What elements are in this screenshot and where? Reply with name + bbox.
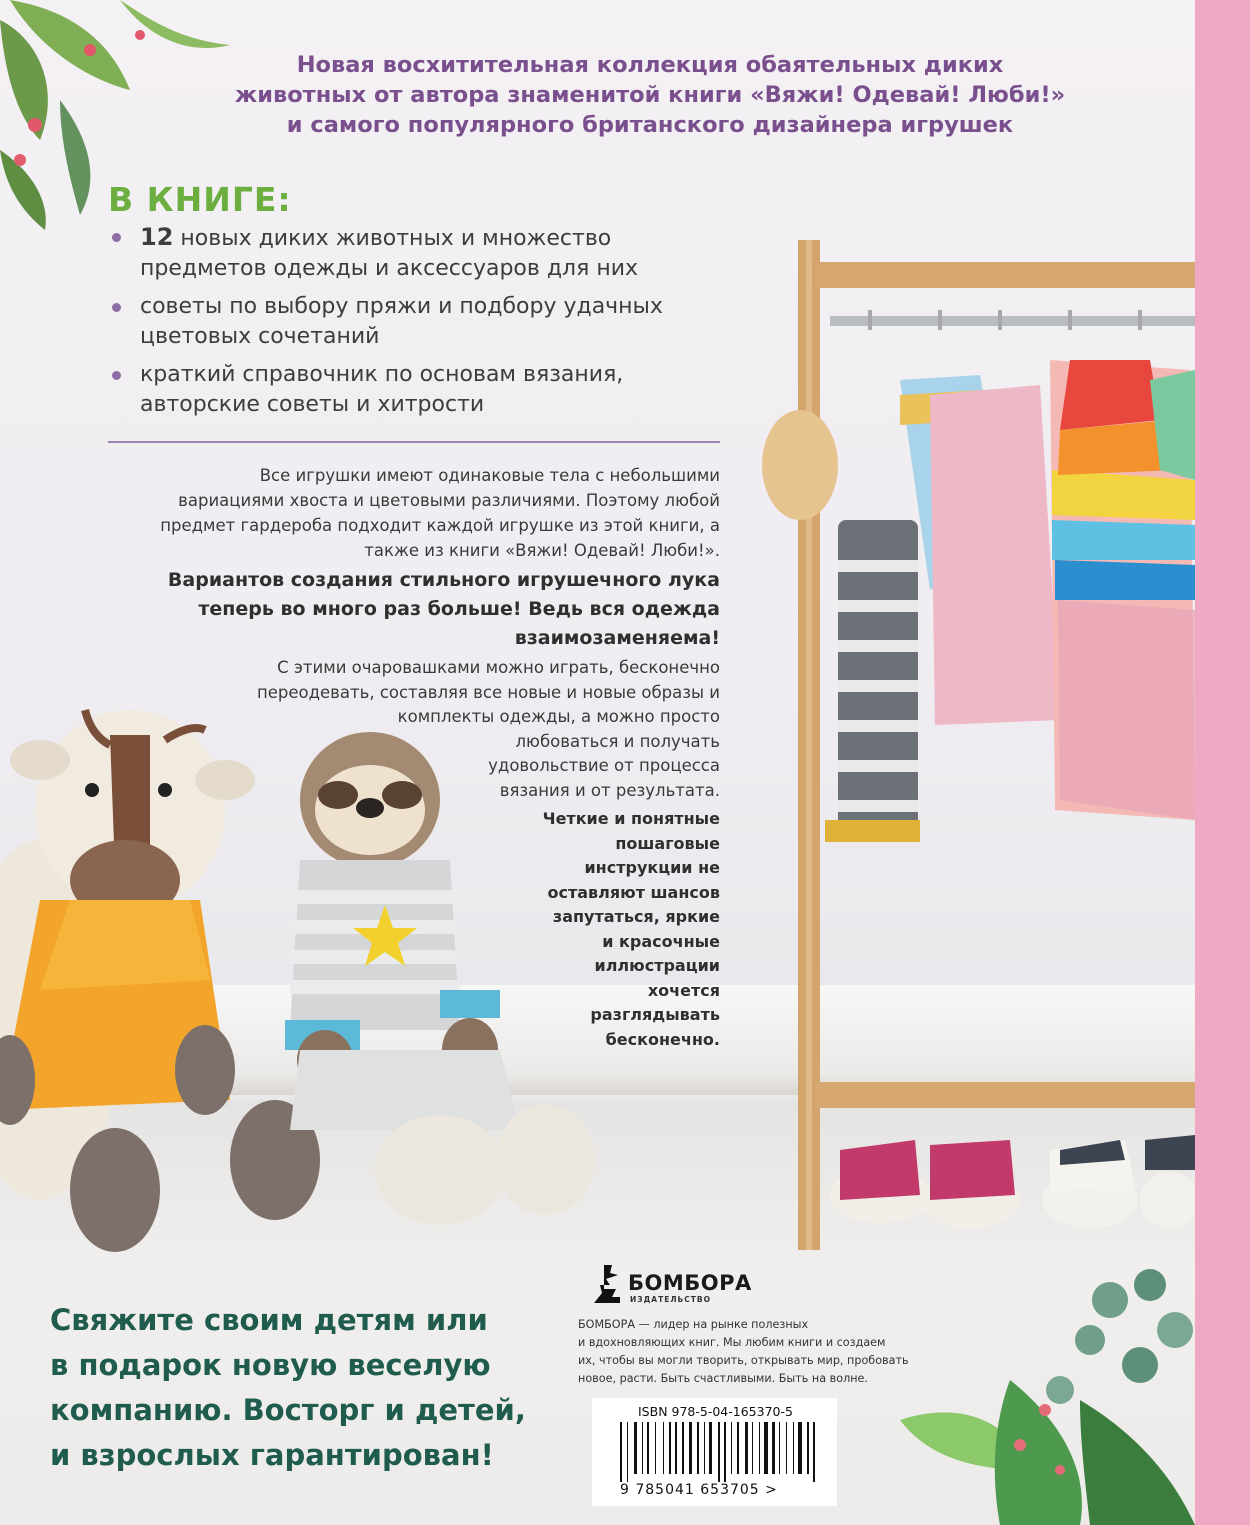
barcode-stripe — [772, 1422, 774, 1474]
feature-text: новых диких животных и множество — [173, 226, 612, 251]
feature-count: 12 — [140, 223, 174, 251]
barcode-stripe — [678, 1422, 680, 1474]
text-line: комплекты одежды, а можно просто — [397, 707, 720, 726]
barcode-stripe — [776, 1422, 777, 1474]
barcode-stripe — [658, 1422, 662, 1474]
barcode-stripe — [810, 1422, 811, 1482]
tagline-line: Новая восхитительная коллекция обаятельных диких — [296, 52, 1004, 78]
barcode-stripe — [798, 1422, 802, 1474]
feature-item — [108, 360, 748, 420]
publisher-description — [578, 1316, 948, 1388]
barcode-stripe — [770, 1422, 771, 1474]
text-line: взаимозаменяема! — [514, 627, 720, 649]
barcode-stripe — [634, 1422, 638, 1474]
text-line: оставляют шансов — [547, 882, 720, 902]
text-line: теперь во много раз больше! Ведь вся одежда — [198, 598, 720, 620]
barcode-stripe — [793, 1422, 794, 1474]
barcode-stripe — [740, 1422, 744, 1474]
text-line: бесконечно. — [605, 1029, 720, 1049]
text-line: Вариантов создания стильного игрушечного лука — [167, 569, 720, 591]
barcode-stripe — [704, 1422, 705, 1474]
barcode-stripe — [755, 1422, 757, 1474]
tagline-line: животных от автора знаменитой книги «Вяжи! Одевай! Люби!» — [234, 82, 1066, 108]
text-line: запутаться, яркие — [552, 907, 720, 926]
barcode-stripe — [644, 1422, 645, 1474]
feature-text: авторские советы и хитрости — [140, 392, 485, 417]
text-line: разглядывать — [590, 1005, 720, 1024]
barcode-stripe — [627, 1422, 628, 1482]
barcode-stripe — [689, 1422, 693, 1474]
barcode-stripe — [762, 1422, 763, 1474]
feature-text: предметов одежды и аксессуаров для них — [140, 256, 639, 281]
feature-item — [108, 222, 748, 284]
barcode-stripe — [789, 1422, 791, 1474]
barcode-stripe — [724, 1422, 726, 1482]
barcode-stripe — [813, 1422, 815, 1482]
barcode-stripe — [817, 1422, 818, 1482]
barcode-stripe — [782, 1422, 784, 1474]
text-line: инструкции не — [584, 858, 720, 877]
barcode-stripe — [697, 1422, 699, 1474]
barcode-stripe — [796, 1422, 797, 1474]
text-line: предмет гардероба подходит каждой игрушке из этой книги, а — [160, 516, 720, 535]
barcode-stripe — [673, 1422, 674, 1474]
barcode-stripe — [709, 1422, 711, 1474]
barcode-stripe — [655, 1422, 656, 1474]
slogan-line: и взрослых гарантирован! — [50, 1438, 494, 1472]
barcode-stripe — [718, 1422, 719, 1482]
barcode-stripe — [779, 1422, 780, 1474]
barcode-stripe — [786, 1422, 787, 1474]
barcode-stripe — [721, 1422, 722, 1482]
text-line: любоваться и получать — [515, 731, 720, 751]
text-line: иллюстрации — [594, 956, 720, 975]
text-line: БОМБОРА — лидер на рынке полезных — [578, 1318, 809, 1331]
eucalyptus-leaves-bottom-right — [900, 1269, 1195, 1525]
text-line: удовольствие от процесса — [488, 756, 720, 775]
barcode-stripe — [639, 1422, 640, 1474]
barcode-stripe — [728, 1422, 729, 1474]
barcode-stripe — [642, 1422, 643, 1474]
barcode-stripe — [651, 1422, 653, 1474]
text-line: также из книги «Вяжи! Одевай! Люби!». — [364, 541, 720, 560]
barcode-stripe — [733, 1422, 735, 1474]
description-paragraph — [160, 463, 720, 563]
in-the-book-heading: В КНИГЕ: — [108, 180, 292, 219]
text-line: и красочные — [602, 931, 720, 951]
barcode-stripe — [745, 1422, 747, 1474]
slogan-line: компанию. Восторг и детей, — [50, 1393, 526, 1427]
text-line: переодевать, составляя все новые и новые образы и — [256, 682, 720, 702]
text-line: Все игрушки имеют одинаковые тела с небольшими — [259, 466, 720, 485]
text-line: и вдохновляющих книг. Мы любим книги и создаем — [578, 1336, 886, 1349]
barcode-stripe — [663, 1422, 664, 1474]
slogan-line: в подарок новую веселую — [50, 1348, 491, 1382]
isbn-digits: 9 785041 653705 > — [620, 1482, 778, 1498]
barcode-stripe — [669, 1422, 671, 1474]
tagline-line: и самого популярного британского дизайнера игрушек — [286, 112, 1014, 138]
barcode-stripe — [701, 1422, 702, 1474]
text-line: хочется — [647, 980, 720, 1000]
barcode-stripe — [752, 1422, 753, 1474]
knitted-garments — [762, 360, 1195, 842]
barcode-stripe — [675, 1422, 676, 1474]
side-color-bar — [1195, 0, 1250, 1525]
barcode-stripe — [666, 1422, 667, 1474]
text-line: пошаговые — [615, 833, 720, 853]
text-line: С этими очаровашками можно играть, бесконечно — [277, 658, 720, 677]
barcode-bars — [620, 1422, 825, 1482]
barcode-stripe — [682, 1422, 684, 1474]
barcode-stripe — [737, 1422, 738, 1474]
divider — [108, 441, 720, 443]
features-list — [108, 222, 748, 428]
highlight-paragraph — [160, 566, 720, 653]
text-line: вариациями хвоста и цветовыми различиями. Поэтому любой — [178, 491, 720, 510]
barcode-stripe — [804, 1422, 806, 1474]
barcode-stripe — [620, 1422, 622, 1482]
text-line: вязания и от результата. — [499, 780, 720, 800]
publisher-logo — [590, 1263, 752, 1309]
feature-item — [108, 292, 748, 352]
knitted-shoes — [830, 1135, 1195, 1228]
barcode-stripe — [749, 1422, 750, 1474]
publisher-name: БОМБОРА — [628, 1271, 752, 1295]
barcode-stripe — [694, 1422, 695, 1474]
feature-text: цветовых сочетаний — [140, 324, 380, 349]
barcode-stripe — [713, 1422, 717, 1474]
closing-slogan — [50, 1298, 550, 1478]
barcode-stripe — [731, 1422, 732, 1474]
barcode-stripe — [759, 1422, 760, 1474]
publisher-emblem-icon — [590, 1263, 624, 1305]
barcode-stripe — [807, 1422, 808, 1474]
barcode-stripe — [630, 1422, 632, 1474]
play-paragraph — [160, 656, 720, 803]
slogan-line: Свяжите своим детям или — [50, 1303, 488, 1337]
text-line: их, чтобы вы могли творить, открывать мир, пробовать — [578, 1354, 909, 1367]
text-line: Четкие и понятные — [542, 809, 720, 828]
barcode-stripe — [647, 1422, 649, 1474]
isbn-barcode — [592, 1398, 837, 1506]
feature-text: советы по выбору пряжи и подбору удачных — [140, 294, 663, 319]
feature-text: краткий справочник по основам вязания, — [140, 362, 624, 387]
barcode-stripe — [624, 1422, 625, 1482]
barcode-stripe — [764, 1422, 768, 1474]
barcode-stripe — [706, 1422, 707, 1474]
publisher-subtitle: ИЗДАТЕЛЬСТВО — [630, 1295, 711, 1304]
isbn-label: ISBN 978-5-04-165370-5 — [638, 1404, 793, 1419]
barcode-stripe — [686, 1422, 687, 1474]
instructions-paragraph — [420, 807, 720, 1052]
tagline — [210, 50, 1090, 140]
text-line: новое, расти. Быть счастливыми. Быть на волне. — [578, 1372, 868, 1385]
